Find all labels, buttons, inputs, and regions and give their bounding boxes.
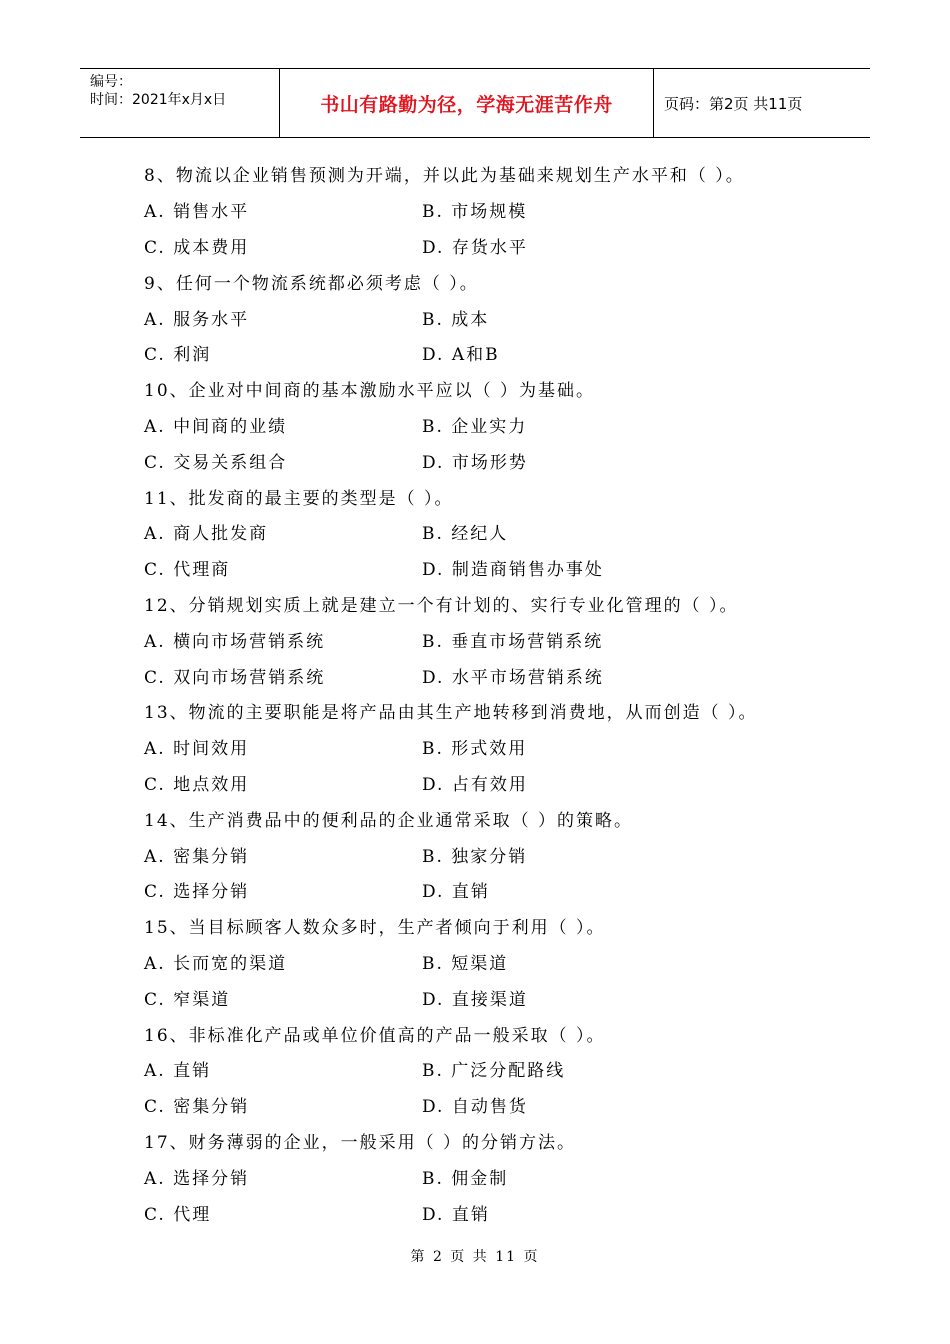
page-header [80,68,870,138]
option-c: C. 利润 [144,345,212,366]
option-b: B. 企业实力 [422,416,528,437]
question-block [144,1015,844,1122]
options-row [144,550,844,586]
question-block [144,156,844,263]
option-a: A. 横向市场营销系统 [144,631,326,652]
options-row [144,621,844,657]
question-block [144,800,844,907]
option-c: C. 地点效用 [144,774,250,795]
question-text: 9、任何一个物流系统都必须考虑（ ）。 [144,273,479,294]
options-row [144,872,844,908]
option-b: B. 独家分销 [422,846,528,867]
question-text: 17、财务薄弱的企业，一般采用（ ）的分销方法。 [144,1132,577,1153]
options-row [144,836,844,872]
options-row [144,442,844,478]
options-row [144,765,844,801]
option-b: B. 垂直市场营销系统 [422,631,604,652]
option-c: C. 密集分销 [144,1097,250,1118]
option-d: D. 直销 [422,1204,490,1225]
question-list [144,156,844,1230]
option-d: D. 制造商销售办事处 [422,560,604,581]
option-a: A. 选择分销 [144,1168,250,1189]
header-page-info [654,69,870,137]
options-row [144,1051,844,1087]
option-d: D. 存货水平 [422,237,528,258]
options-row [144,1158,844,1194]
option-a: A. 直销 [144,1061,212,1082]
option-c: C. 双向市场营销系统 [144,667,326,688]
question-block [144,586,844,693]
question-block [144,693,844,800]
options-row [144,979,844,1015]
option-a: A. 服务水平 [144,309,250,330]
question-block [144,1123,844,1230]
option-c: C. 代理商 [144,560,231,581]
option-d: D. 自动售货 [422,1097,528,1118]
question-text: 15、当目标顾客人数众多时，生产者倾向于利用（ ）。 [144,918,606,939]
options-row [144,299,844,335]
options-row [144,335,844,371]
option-b: B. 短渠道 [422,953,509,974]
option-a: A. 长而宽的渠道 [144,953,288,974]
option-b: B. 成本 [422,309,490,330]
question-text: 16、非标准化产品或单位价值高的产品一般采取（ ）。 [144,1025,606,1046]
options-row [144,192,844,228]
question-text: 14、生产消费品中的便利品的企业通常采取（ ）的策略。 [144,810,634,831]
options-row [144,729,844,765]
option-c: C. 选择分销 [144,882,250,903]
question-block [144,478,844,585]
time-label: 时间：2021年x月x日 [90,92,227,108]
option-a: A. 时间效用 [144,739,250,760]
option-d: D. A和B [422,345,500,366]
option-c: C. 成本费用 [144,237,250,258]
motto: 书山有路勤为径，学海无涯苦作舟 [320,93,613,116]
question-block [144,371,844,478]
option-b: B. 佣金制 [422,1168,509,1189]
option-a: A. 商人批发商 [144,524,269,545]
question-block [144,908,844,1015]
option-b: B. 形式效用 [422,739,528,760]
options-row [144,514,844,550]
options-row [144,657,844,693]
option-b: B. 经纪人 [422,524,509,545]
option-c: C. 窄渠道 [144,989,231,1010]
option-b: B. 广泛分配路线 [422,1061,566,1082]
option-c: C. 代理 [144,1204,212,1225]
question-text: 8、物流以企业销售预测为开端，并以此为基础来规划生产水平和（ ）。 [144,166,745,187]
question-block [144,263,844,370]
options-row [144,407,844,443]
question-text: 13、物流的主要职能是将产品由其生产地转移到消费地，从而创造（ ）。 [144,703,758,724]
page-footer: 第 2 页 共 11 页 [410,1249,540,1265]
option-d: D. 直销 [422,882,490,903]
options-row [144,1087,844,1123]
header-meta [80,69,280,137]
option-a: A. 密集分销 [144,846,250,867]
number-label: 编号： [90,74,132,90]
question-text: 12、分销规划实质上就是建立一个有计划的、实行专业化管理的（ ）。 [144,595,739,616]
question-text: 10、企业对中间商的基本激励水平应以（ ）为基础。 [144,381,596,402]
question-text: 11、批发商的最主要的类型是（ ）。 [144,488,454,509]
option-d: D. 市场形势 [422,452,528,473]
option-b: B. 市场规模 [422,202,528,223]
option-a: A. 中间商的业绩 [144,416,288,437]
header-motto-cell [280,69,654,137]
option-c: C. 交易关系组合 [144,452,288,473]
options-row [144,1194,844,1230]
option-d: D. 占有效用 [422,774,528,795]
option-a: A. 销售水平 [144,202,250,223]
options-row [144,228,844,264]
page-info: 页码：第2页 共11页 [664,94,803,113]
options-row [144,944,844,980]
option-d: D. 直接渠道 [422,989,528,1010]
option-d: D. 水平市场营销系统 [422,667,604,688]
